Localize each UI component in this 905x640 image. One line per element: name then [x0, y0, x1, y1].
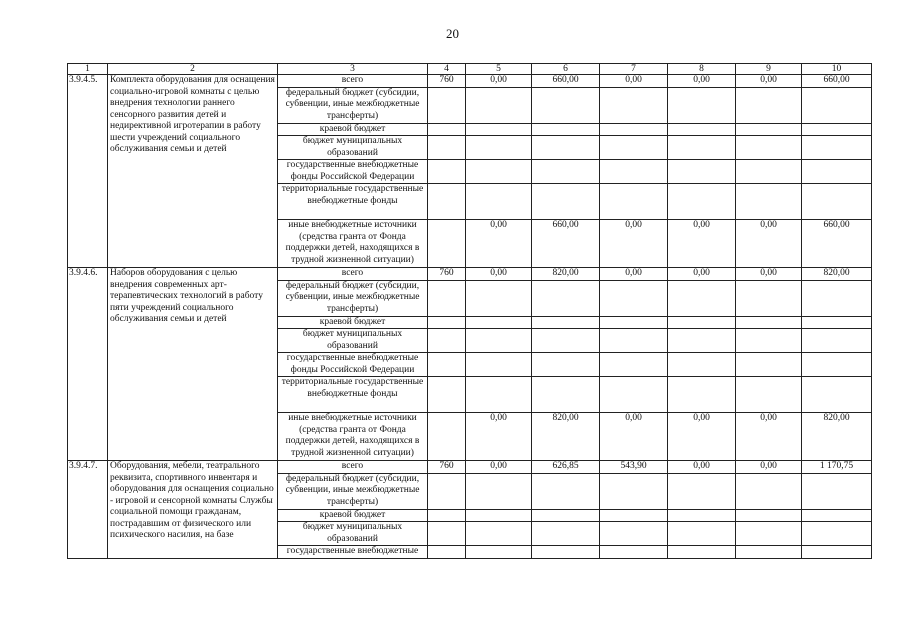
value-cell-c5	[466, 329, 532, 353]
value-cell-c4	[428, 136, 466, 160]
funding-table	[67, 63, 872, 559]
value-cell-c6	[532, 280, 600, 316]
value-cell-c7	[600, 123, 668, 136]
value-cell-c10	[802, 316, 872, 329]
value-cell-c7	[600, 136, 668, 160]
value-cell-c5	[466, 160, 532, 184]
value-cell-c4	[428, 473, 466, 509]
value-cell-c9: 0,00	[736, 461, 802, 474]
value-cell-c9	[736, 329, 802, 353]
value-cell-c8: 0,00	[668, 268, 736, 281]
value-cell-c4	[428, 316, 466, 329]
funding-source: краевой бюджет	[278, 316, 428, 329]
value-cell-c5	[466, 136, 532, 160]
value-cell-c9	[736, 316, 802, 329]
value-cell-c6	[532, 522, 600, 546]
item-code: 3.9.4.7.	[68, 461, 108, 559]
value-cell-c10	[802, 87, 872, 123]
value-cell-c8	[668, 473, 736, 509]
value-cell-c4	[428, 353, 466, 377]
value-cell-c7	[600, 473, 668, 509]
value-cell-c7	[600, 87, 668, 123]
value-cell-c7	[600, 353, 668, 377]
value-cell-c10	[802, 136, 872, 160]
value-cell-c10	[802, 473, 872, 509]
value-cell-c10	[802, 546, 872, 559]
item-code: 3.9.4.5.	[68, 75, 108, 268]
value-cell-c7	[600, 329, 668, 353]
value-cell-c6: 660,00	[532, 75, 600, 88]
value-cell-c10	[802, 509, 872, 522]
value-cell-c6	[532, 184, 600, 220]
value-cell-c5	[466, 377, 532, 413]
value-cell-c7: 0,00	[600, 413, 668, 461]
value-cell-c7: 0,00	[600, 220, 668, 268]
value-cell-c5	[466, 509, 532, 522]
value-cell-c7	[600, 509, 668, 522]
value-cell-c7: 0,00	[600, 75, 668, 88]
column-header-1: 1	[68, 64, 108, 75]
column-header-7: 7	[600, 64, 668, 75]
value-cell-c8	[668, 329, 736, 353]
column-header-8: 8	[668, 64, 736, 75]
funding-source: всего	[278, 461, 428, 474]
value-cell-c5: 0,00	[466, 461, 532, 474]
funding-source: краевой бюджет	[278, 509, 428, 522]
value-cell-c7	[600, 316, 668, 329]
value-cell-c9: 0,00	[736, 75, 802, 88]
value-cell-c9	[736, 522, 802, 546]
value-cell-c9	[736, 160, 802, 184]
value-cell-c10	[802, 377, 872, 413]
value-cell-c6	[532, 546, 600, 559]
value-cell-c10	[802, 280, 872, 316]
value-cell-c6	[532, 377, 600, 413]
value-cell-c6	[532, 87, 600, 123]
value-cell-c6	[532, 329, 600, 353]
column-header-3: 3	[278, 64, 428, 75]
value-cell-c7: 0,00	[600, 268, 668, 281]
value-cell-c8: 0,00	[668, 220, 736, 268]
value-cell-c5: 0,00	[466, 413, 532, 461]
funding-source: всего	[278, 75, 428, 88]
value-cell-c8	[668, 280, 736, 316]
value-cell-c10: 820,00	[802, 268, 872, 281]
value-cell-c5	[466, 280, 532, 316]
value-cell-c10	[802, 329, 872, 353]
value-cell-c9	[736, 184, 802, 220]
funding-source: федеральный бюджет (субсидии, субвенции, иные межбюджетные трансферты)	[278, 280, 428, 316]
value-cell-c4	[428, 123, 466, 136]
value-cell-c4	[428, 522, 466, 546]
value-cell-c5	[466, 473, 532, 509]
funding-source: краевой бюджет	[278, 123, 428, 136]
funding-source: территориальные государственные внебюджетные фонды	[278, 184, 428, 220]
column-header-5: 5	[466, 64, 532, 75]
funding-source: федеральный бюджет (субсидии, субвенции, иные межбюджетные трансферты)	[278, 473, 428, 509]
value-cell-c8	[668, 353, 736, 377]
value-cell-c8: 0,00	[668, 413, 736, 461]
value-cell-c4	[428, 413, 466, 461]
value-cell-c7	[600, 522, 668, 546]
value-cell-c5	[466, 353, 532, 377]
value-cell-c10: 660,00	[802, 75, 872, 88]
funding-source: бюджет муниципальных образований	[278, 329, 428, 353]
value-cell-c6	[532, 136, 600, 160]
value-cell-c8	[668, 123, 736, 136]
value-cell-c5: 0,00	[466, 268, 532, 281]
value-cell-c8	[668, 184, 736, 220]
value-cell-c8	[668, 546, 736, 559]
funding-source: иные внебюджетные источники (средства гранта от Фонда поддержки детей, находящихся в трудной жизненной ситуации)	[278, 413, 428, 461]
value-cell-c4	[428, 509, 466, 522]
value-cell-c9: 0,00	[736, 220, 802, 268]
value-cell-c5: 0,00	[466, 75, 532, 88]
funding-source: бюджет муниципальных образований	[278, 522, 428, 546]
value-cell-c4	[428, 377, 466, 413]
value-cell-c5	[466, 316, 532, 329]
value-cell-c7	[600, 377, 668, 413]
value-cell-c4: 760	[428, 461, 466, 474]
value-cell-c6	[532, 123, 600, 136]
value-cell-c4	[428, 87, 466, 123]
value-cell-c10	[802, 184, 872, 220]
value-cell-c8	[668, 377, 736, 413]
value-cell-c8	[668, 509, 736, 522]
value-cell-c9	[736, 377, 802, 413]
value-cell-c5	[466, 522, 532, 546]
value-cell-c6: 660,00	[532, 220, 600, 268]
value-cell-c6	[532, 160, 600, 184]
funding-source: государственные внебюджетные фонды Российской Федерации	[278, 160, 428, 184]
value-cell-c4: 760	[428, 75, 466, 88]
value-cell-c10	[802, 353, 872, 377]
value-cell-c8	[668, 87, 736, 123]
funding-table-container	[67, 63, 871, 559]
item-name: Комплекта оборудования для оснащения социально-игровой комнаты с целью внедрения технологии раннего сенсорного развития детей и недирективной игротерапии в работу шести учреждений социального обслуживания семьи и детей	[108, 75, 278, 268]
value-cell-c9	[736, 353, 802, 377]
column-header-10: 10	[802, 64, 872, 75]
header-row	[68, 64, 872, 75]
value-cell-c4	[428, 220, 466, 268]
value-cell-c7	[600, 280, 668, 316]
table-row	[68, 268, 872, 281]
column-header-9: 9	[736, 64, 802, 75]
value-cell-c6: 820,00	[532, 413, 600, 461]
value-cell-c4	[428, 160, 466, 184]
value-cell-c8: 0,00	[668, 461, 736, 474]
table-body	[68, 64, 872, 559]
value-cell-c4	[428, 184, 466, 220]
column-header-4: 4	[428, 64, 466, 75]
value-cell-c9	[736, 136, 802, 160]
value-cell-c6	[532, 316, 600, 329]
funding-source: федеральный бюджет (субсидии, субвенции, иные межбюджетные трансферты)	[278, 87, 428, 123]
value-cell-c8	[668, 316, 736, 329]
value-cell-c6: 820,00	[532, 268, 600, 281]
value-cell-c9	[736, 473, 802, 509]
value-cell-c9: 0,00	[736, 413, 802, 461]
value-cell-c8: 0,00	[668, 75, 736, 88]
item-code: 3.9.4.6.	[68, 268, 108, 461]
column-header-6: 6	[532, 64, 600, 75]
value-cell-c6	[532, 473, 600, 509]
value-cell-c8	[668, 160, 736, 184]
funding-source: государственные внебюджетные	[278, 546, 428, 559]
value-cell-c10	[802, 160, 872, 184]
value-cell-c10	[802, 522, 872, 546]
item-name: Наборов оборудования с целью внедрения современных арт-терапевтических технологий в работу пяти учреждений социального обслуживания семьи и детей	[108, 268, 278, 461]
value-cell-c4	[428, 546, 466, 559]
value-cell-c6	[532, 509, 600, 522]
page-number: 20	[446, 26, 459, 41]
funding-source: иные внебюджетные источники (средства гранта от Фонда поддержки детей, находящихся в трудной жизненной ситуации)	[278, 220, 428, 268]
funding-source: территориальные государственные внебюджетные фонды	[278, 377, 428, 413]
value-cell-c9	[736, 87, 802, 123]
value-cell-c9	[736, 280, 802, 316]
value-cell-c7: 543,90	[600, 461, 668, 474]
column-header-2: 2	[108, 64, 278, 75]
value-cell-c7	[600, 184, 668, 220]
funding-source: всего	[278, 268, 428, 281]
value-cell-c5	[466, 184, 532, 220]
value-cell-c5	[466, 546, 532, 559]
value-cell-c5: 0,00	[466, 220, 532, 268]
value-cell-c10	[802, 123, 872, 136]
value-cell-c7	[600, 546, 668, 559]
value-cell-c5	[466, 123, 532, 136]
value-cell-c8	[668, 522, 736, 546]
value-cell-c4: 760	[428, 268, 466, 281]
funding-source: государственные внебюджетные фонды Российской Федерации	[278, 353, 428, 377]
value-cell-c7	[600, 160, 668, 184]
item-name: Оборудования, мебели, театрального реквизита, спортивного инвентаря и оборудования для оснащения социально - игровой и сенсорной комнаты Службы социальной помощи гражданам, пострадавшим от физического или психического насилия, на базе	[108, 461, 278, 559]
value-cell-c10: 820,00	[802, 413, 872, 461]
value-cell-c10: 660,00	[802, 220, 872, 268]
table-row	[68, 461, 872, 474]
value-cell-c9: 0,00	[736, 268, 802, 281]
value-cell-c9	[736, 509, 802, 522]
value-cell-c8	[668, 136, 736, 160]
value-cell-c10: 1 170,75	[802, 461, 872, 474]
value-cell-c6	[532, 353, 600, 377]
table-row	[68, 75, 872, 88]
value-cell-c4	[428, 280, 466, 316]
funding-source: бюджет муниципальных образований	[278, 136, 428, 160]
value-cell-c5	[466, 87, 532, 123]
value-cell-c9	[736, 123, 802, 136]
value-cell-c4	[428, 329, 466, 353]
value-cell-c9	[736, 546, 802, 559]
value-cell-c6: 626,85	[532, 461, 600, 474]
